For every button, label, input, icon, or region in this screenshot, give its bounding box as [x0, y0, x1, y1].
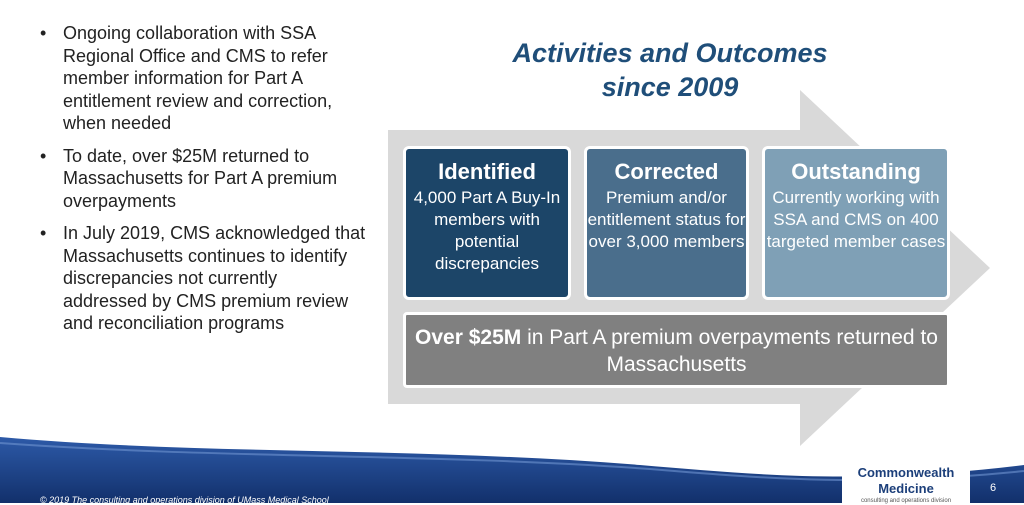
box-body: Premium and/or entitlement status for over 3,000 members [587, 188, 746, 251]
bullet-dot: • [40, 23, 47, 43]
logo-name: Commonwealth Medicine [857, 465, 955, 496]
corrected-box [584, 146, 749, 300]
summary-amount: Over $25M [415, 326, 522, 349]
box-heading: Corrected [614, 159, 719, 184]
box-heading: Identified [438, 159, 536, 184]
title-line-1: Activities and Outcomes [512, 38, 828, 68]
identified-box [403, 146, 571, 300]
bullet-text: To date, over $25M returned to Massachusetts for Part A premium overpayments [63, 145, 338, 211]
logo-tagline: consulting and operations division [860, 498, 952, 504]
title-line-2: since 2009 [601, 72, 739, 102]
slide-title [490, 36, 850, 104]
outstanding-box [762, 146, 950, 300]
box-body: 4,000 Part A Buy-In members with potential discrepancies [413, 188, 561, 273]
box-body: Currently working with SSA and CMS on 400 targeted member cases [766, 188, 946, 251]
page-number: 6 [990, 482, 997, 494]
commonwealth-medicine-logo [842, 457, 970, 503]
bullet-dot: • [40, 145, 47, 166]
bullet-text: Ongoing collaboration with SSA Regional Office and CMS to refer member information for Part A entitlement review and correction, when needed [63, 23, 333, 133]
summary-banner [403, 312, 950, 388]
box-heading: Outstanding [791, 159, 921, 184]
bullet-text: In July 2019, CMS acknowledged that Massachusetts continues to identify discrepancies not currently addressed by CMS premium review and reconciliation programs [63, 223, 366, 333]
copyright-text: © 2019 The consulting and operations division of UMass Medical School [40, 495, 329, 505]
bullet-dot: • [40, 223, 47, 243]
summary-text: in Part A premium overpayments returned to Massachusetts [521, 326, 938, 376]
